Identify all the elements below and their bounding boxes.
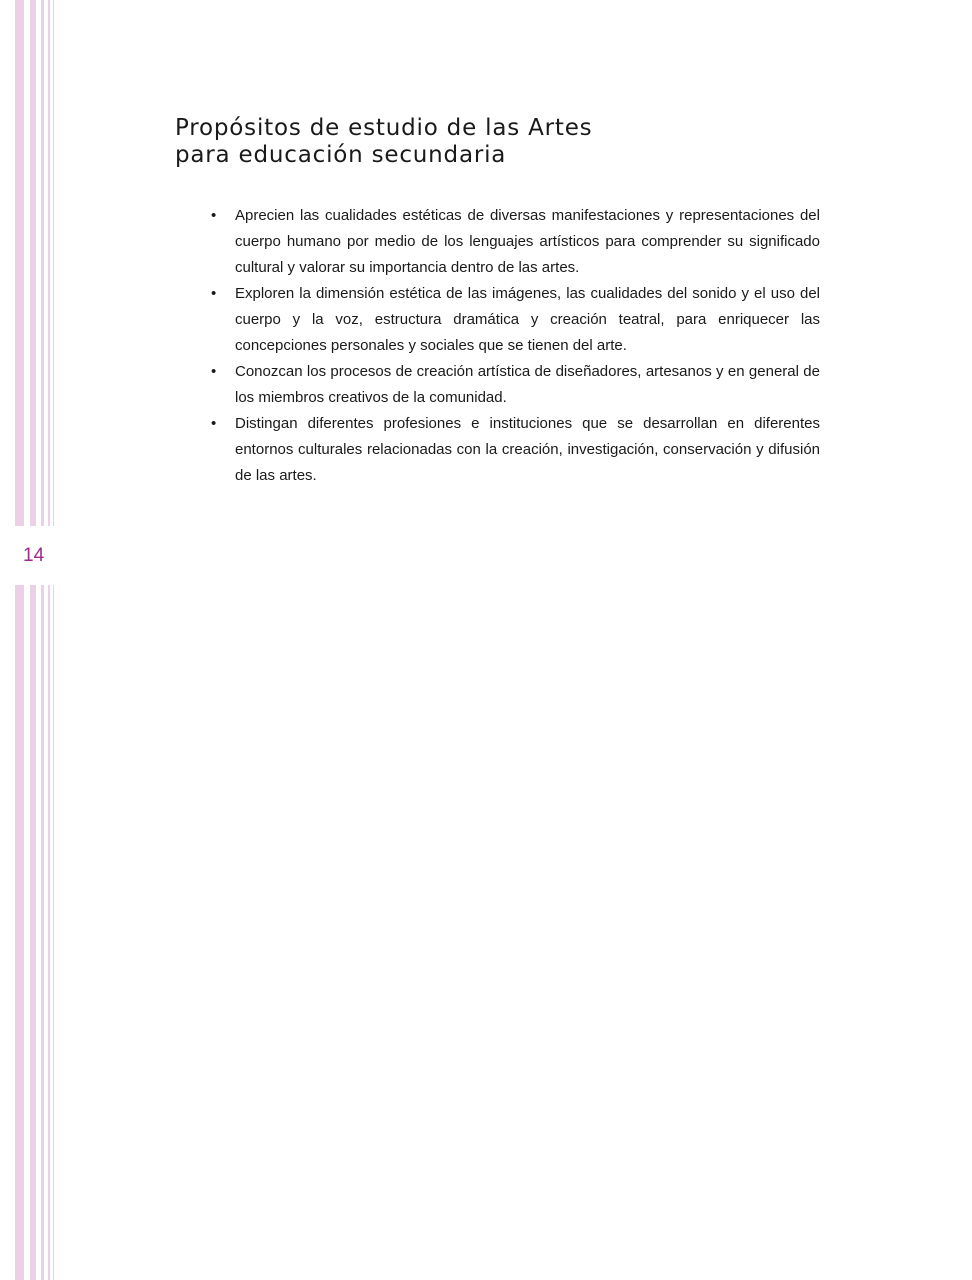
section-title [175, 115, 795, 169]
list-item [211, 281, 820, 359]
bullet-icon: • [211, 363, 217, 380]
margin-stripe [53, 0, 54, 526]
bullet-icon: • [211, 285, 217, 302]
margin-stripe [15, 585, 24, 1280]
margin-stripe [41, 0, 44, 526]
purpose-text: Distingan diferentes profesiones e instituciones que se desarrollan en diferentes entornos culturales relacionadas con la creación, investigación, conservación y difusión de las artes. [235, 415, 820, 484]
purposes-list [211, 203, 820, 489]
margin-stripes-bottom [0, 585, 60, 1280]
section-title-line-1: Propósitos de estudio de las Artes [175, 115, 593, 141]
margin-stripes-top [0, 0, 60, 526]
margin-stripe [41, 585, 44, 1280]
margin-stripe [53, 585, 54, 1280]
margin-stripe [30, 0, 36, 526]
margin-stripe [15, 0, 24, 526]
list-item [211, 203, 820, 281]
purpose-text: Exploren la dimensión estética de las imágenes, las cualidades del sonido y el uso del cuerpo y la voz, estructura dramática y creación teatral, para enriquecer las concepciones personales y sociales que se tienen del arte. [235, 285, 820, 354]
section-title-line-2: para educación secundaria [175, 142, 507, 168]
purpose-text: Aprecien las cualidades estéticas de diversas manifestaciones y representaciones del cuerpo humano por medio de los lenguajes artísticos para comprender su significado cultural y valorar su importancia dentro de las artes. [235, 207, 820, 276]
list-item [211, 411, 820, 489]
margin-stripe [48, 585, 50, 1280]
margin-stripe [48, 0, 50, 526]
bullet-icon: • [211, 207, 217, 224]
margin-stripe [30, 585, 36, 1280]
purpose-text: Conozcan los procesos de creación artística de diseñadores, artesanos y en general de los miembros creativos de la comunidad. [235, 363, 820, 406]
list-item [211, 359, 820, 411]
page-number: 14 [23, 545, 45, 566]
bullet-icon: • [211, 415, 217, 432]
